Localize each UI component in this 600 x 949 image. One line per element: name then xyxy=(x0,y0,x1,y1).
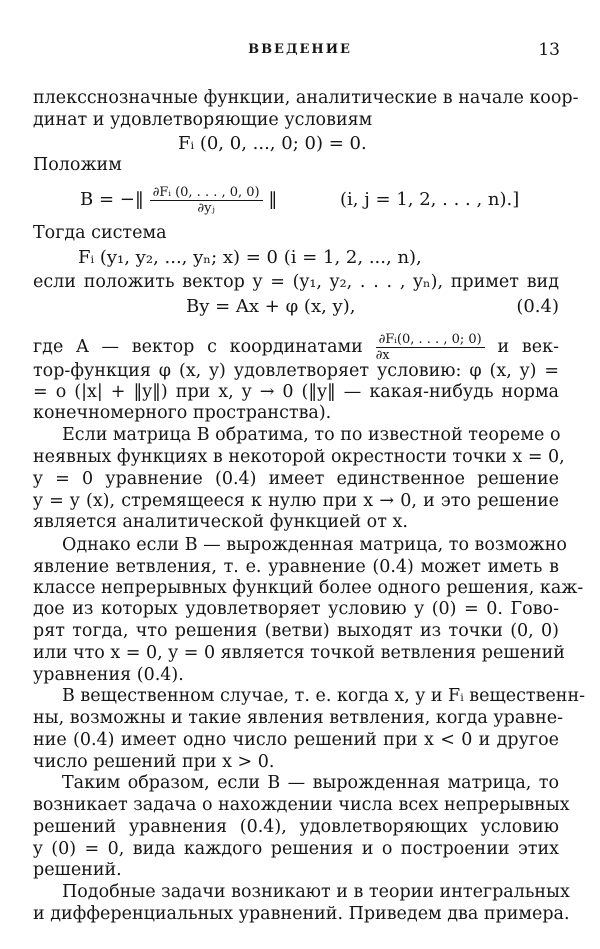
text-line: конечномерного пространства). xyxy=(33,402,332,423)
fraction-partial-derivative xyxy=(150,185,263,216)
line-gde-pre: где A — вектор с координатами xyxy=(33,336,363,357)
text-line: Положим xyxy=(33,155,122,176)
text-line: y (0) = 0, вида каждого решения и о построении этих xyxy=(33,838,559,859)
fraction-denominator: ∂yⱼ xyxy=(197,200,215,216)
equation-0-4: By = Ax + φ (x, y), xyxy=(186,295,356,317)
fraction-numerator: ∂Fᵢ (0, . . . , 0, 0) xyxy=(150,185,263,201)
text-line: динат и удовлетворяющие условиям xyxy=(33,109,373,130)
text-line: Однако если B — вырожденная матрица, то возможно xyxy=(62,534,567,555)
text-line: число решений при x > 0. xyxy=(33,751,275,772)
page-number: 13 xyxy=(538,40,560,60)
text-line: и дифференциальных уравнений. Приведем два примера. xyxy=(33,904,570,924)
text-line: является аналитической функцией от x. xyxy=(33,512,408,533)
text-line: решений уравнения (0.4), удовлетворяющих условию xyxy=(33,816,559,837)
text-line: y = 0 уравнение (0.4) имеет единственное решение xyxy=(33,468,559,489)
text-line: Таким образом, если B — вырожденная матрица, то xyxy=(62,773,559,794)
equation-boundary-condition: Fᵢ (0, 0, ..., 0; 0) = 0. xyxy=(178,132,367,154)
equation-number: (0.4) xyxy=(516,295,559,317)
text-line: неявных функциях в некоторой окрестности точки x = 0, xyxy=(33,447,565,468)
text-line: y = y (x), стремящееся к нулю при x → 0, и это решение xyxy=(33,490,559,511)
text-line: тор-функция φ (x, y) удовлетворяет условию: φ (x, y) = xyxy=(33,360,559,381)
text-line: Если матрица B обратима, то по известной теореме о xyxy=(62,425,561,446)
text-line: если положить вектор y = (y₁, y₂, . . . , yₙ), примет вид xyxy=(33,272,559,293)
text-line: решений. xyxy=(33,860,122,881)
fraction-numerator: ∂Fᵢ(0, . . . , 0; 0) xyxy=(376,332,485,348)
equation-matrix-b xyxy=(80,178,277,222)
line-gde-post: и век- xyxy=(497,336,559,357)
text-line: ние (0.4) имеет одно число решений при x < 0 и другое xyxy=(33,729,559,750)
text-line: явление ветвления, т. е. уравнение (0.4) может иметь в xyxy=(33,556,559,577)
text-line: или что x = 0, y = 0 является точкой ветвления решений xyxy=(33,642,565,663)
text-line: дое из которых удовлетворяет условию y (0) = 0. Гово- xyxy=(33,599,559,620)
text-line: Подобные задачи возникают и в теории интегральных xyxy=(62,882,570,903)
text-line: возникает задача о нахождении числа всех непрерывных xyxy=(33,795,570,816)
matrix-b-rhs: ‖ xyxy=(268,189,278,211)
equation-index-condition: (i, j = 1, 2, . . . , n).] xyxy=(340,188,520,210)
text-line: = o (|x| + ‖y‖) при x, y → 0 (‖y‖ — какая-нибудь норма xyxy=(33,381,559,402)
running-header: ВВЕДЕНИЕ xyxy=(248,42,352,57)
text-line: рят тогда, что решения (ветви) выходят из точки (0, 0) xyxy=(33,621,559,642)
text-line: плексснозначные функции, аналитические в начале коор- xyxy=(33,88,579,108)
text-line: уравнения (0.4). xyxy=(33,664,184,685)
text-line: классе непрерывных функций более одного решения, каж- xyxy=(33,577,584,598)
text-line: ны, возможны и такие явления ветвления, когда уравне- xyxy=(33,708,564,729)
fraction-denominator: ∂x xyxy=(375,347,390,363)
text-line: Тогда система xyxy=(33,223,167,244)
text-line: В вещественном случае, т. е. когда x, y и Fᵢ вещественн- xyxy=(62,686,586,707)
equation-system: Fᵢ (y₁, y₂, ..., yₙ; x) = 0 (i = 1, 2, ..., n), xyxy=(78,246,422,268)
matrix-b-lhs: B = −‖ xyxy=(80,189,144,211)
